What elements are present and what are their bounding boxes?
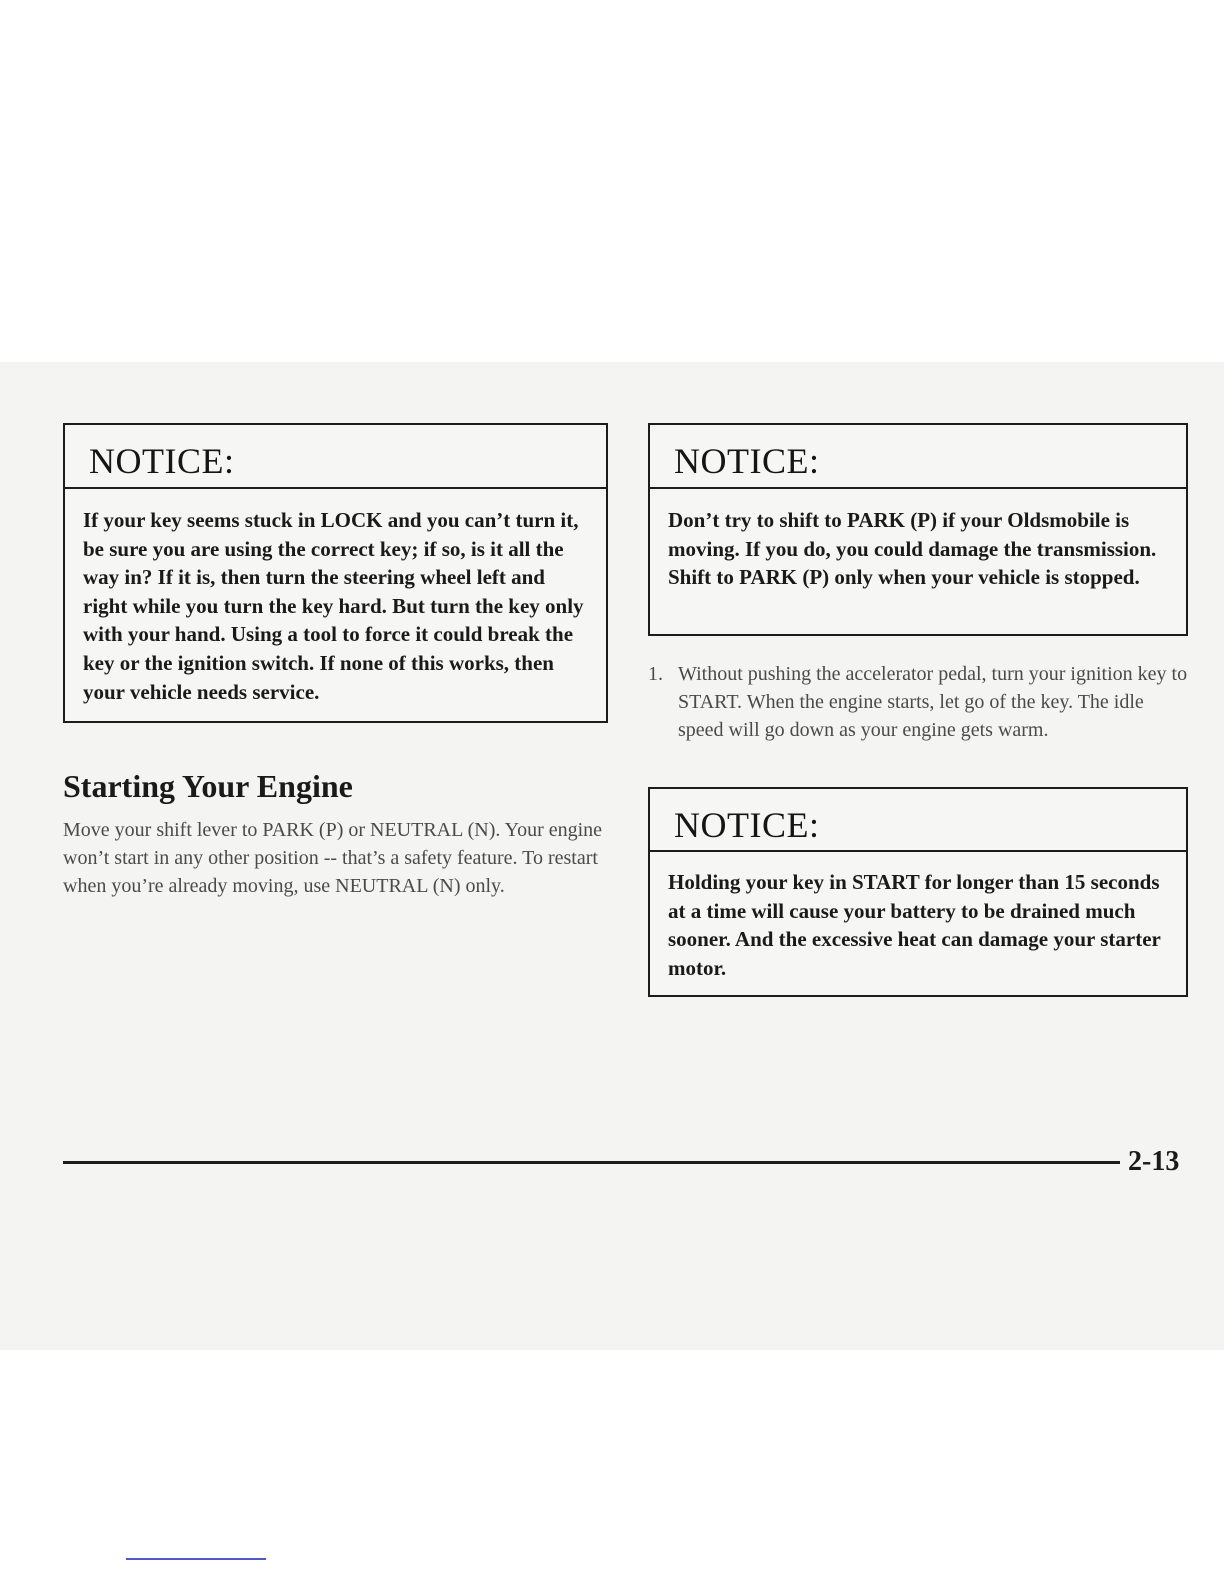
notice-body: Holding your key in START for longer than 15 seconds at a time will cause your battery to be drained much sooner. And the excessive heat can damage your starter motor. (668, 870, 1161, 980)
step-text: Without pushing the accelerator pedal, turn your ignition key to START. When the engine starts, let go of the key. The idle speed will go down as your engine gets warm. (678, 663, 1188, 742)
notice-box-park-shift (648, 423, 1188, 636)
notice-box-start-duration (648, 787, 1188, 997)
page-number: 2-13 (1128, 1146, 1180, 1177)
notice-body: Don’t try to shift to PARK (P) if your Oldsmobile is moving. If you do, you could damage the transmission. Shift to PARK (P) only when your vehicle is stopped. (668, 508, 1157, 590)
footer-rule (63, 1161, 1120, 1164)
numbered-step (648, 660, 1188, 745)
step-number: 1. (648, 663, 663, 685)
notice-heading: NOTICE: (650, 425, 1186, 489)
notice-heading: NOTICE: (65, 425, 606, 489)
notice-body: If your key seems stuck in LOCK and you can’t turn it, be sure you are using the correct key; if so, is it all the way in? If it is, then turn the steering wheel left and right while you turn the key hard. But turn the key only with your hand. Using a tool to force it could break the key or the ignition switch. If none of this works, then your vehicle needs service. (83, 508, 584, 704)
notice-heading: NOTICE: (650, 789, 1186, 852)
scan-artifact-line (126, 1558, 266, 1560)
notice-box-key-stuck (63, 423, 608, 723)
section-heading: Starting Your Engine (63, 768, 353, 804)
section-paragraph: Move your shift lever to PARK (P) or NEUTRAL (N). Your engine won’t start in any other position -- that’s a safety feature. To restart when you’re already moving, use NEUTRAL (N) only. (63, 819, 603, 898)
